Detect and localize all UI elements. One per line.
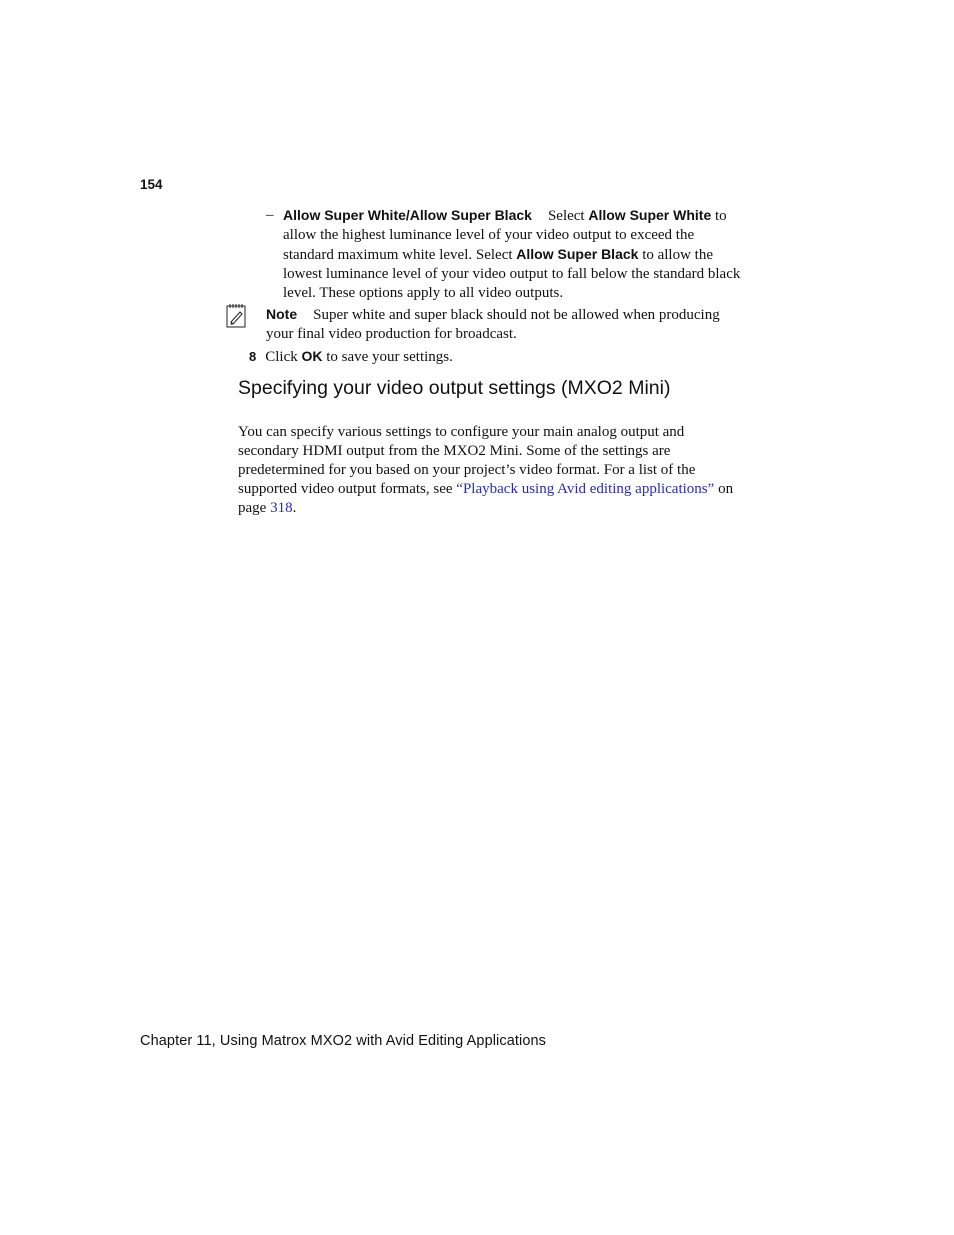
paragraph-text-3: . xyxy=(292,500,297,516)
paragraph-text-2: on page xyxy=(238,481,734,516)
page-reference-link[interactable]: 318 xyxy=(270,500,293,516)
notepad-pencil-icon xyxy=(226,303,247,328)
step-number: 8 xyxy=(249,349,257,364)
note-block xyxy=(266,305,741,344)
option-description xyxy=(283,206,741,303)
dash-bullet: – xyxy=(266,207,274,223)
option-text-3: to allow the lowest luminance level of your video output to fall below the standard black level. These options apply to all video outputs. xyxy=(283,247,741,301)
page-number: 154 xyxy=(140,177,163,192)
option-label-white: Allow Super White xyxy=(283,207,406,223)
option-list-item xyxy=(266,206,741,303)
step-text-1: Click xyxy=(265,349,302,365)
section-heading: Specifying your video output settings (MXO2 Mini) xyxy=(238,377,671,399)
paragraph-text-1: You can specify various settings to configure your main analog output and secondary HDMI output from the MXO2 Mini. Some of the settings are predetermined for you based on your project’s video format. For a list of the supported video output formats, see xyxy=(238,424,696,497)
cross-reference-link[interactable]: “Playback using Avid editing applications” xyxy=(456,481,715,497)
option-label-black: Allow Super Black xyxy=(409,207,532,223)
step-ok-label: OK xyxy=(301,348,323,364)
section-paragraph xyxy=(238,423,743,518)
option-select-white: Allow Super White xyxy=(588,207,712,223)
step-item xyxy=(249,347,741,367)
note-text: Super white and super black should not be allowed when producing your final video production for broadcast. xyxy=(266,307,720,342)
step-text-2: to save your settings. xyxy=(322,349,453,365)
option-text-1: Select xyxy=(547,208,589,224)
note-label: Note xyxy=(266,306,298,322)
chapter-footer: Chapter 11, Using Matrox MXO2 with Avid Editing Applications xyxy=(140,1033,547,1049)
option-text-2: to allow the highest luminance level of your video output to exceed the standard maximum white level. Select xyxy=(283,208,727,263)
option-label-slash: / xyxy=(405,207,410,223)
option-select-black: Allow Super Black xyxy=(516,246,639,262)
